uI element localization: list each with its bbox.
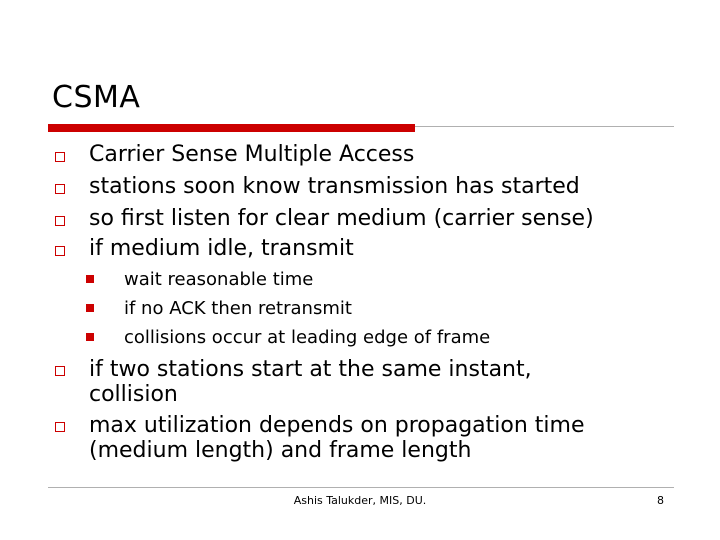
title-underline-rule — [415, 126, 674, 127]
bullet-item — [89, 172, 580, 202]
bullet-text: if medium idle, transmit — [89, 236, 354, 261]
bullet-text: so first listen for clear medium (carrier sense) — [89, 206, 594, 231]
hollow-square-bullet-icon — [55, 216, 65, 226]
sub-bullet-item — [124, 294, 352, 324]
bullet-item — [89, 413, 669, 463]
sub-bullet-text: collisions occur at leading edge of frame — [124, 327, 491, 348]
bullet-item — [89, 234, 354, 264]
hollow-square-bullet-icon — [55, 422, 65, 432]
hollow-square-bullet-icon — [55, 246, 65, 256]
hollow-square-bullet-icon — [55, 366, 65, 376]
bullet-text: stations soon know transmission has started — [89, 174, 580, 199]
title-underline-accent — [48, 124, 415, 132]
bullet-text: Carrier Sense Multiple Access — [89, 142, 415, 167]
filled-square-bullet-icon — [86, 275, 94, 283]
hollow-square-bullet-icon — [55, 152, 65, 162]
filled-square-bullet-icon — [86, 304, 94, 312]
bullet-text: max utilization depends on propagation time (medium length) and frame length — [89, 413, 585, 463]
page-number: 8 — [657, 494, 664, 507]
slide-title: CSMA — [52, 80, 141, 115]
bullet-text: if two stations start at the same instant, collision — [89, 357, 532, 407]
sub-bullet-item — [124, 323, 490, 353]
sub-bullet-text: wait reasonable time — [124, 269, 314, 290]
footer-rule — [48, 487, 674, 488]
bullet-item — [89, 357, 609, 407]
hollow-square-bullet-icon — [55, 184, 65, 194]
sub-bullet-text: if no ACK then retransmit — [124, 298, 352, 319]
bullet-item — [89, 204, 594, 234]
footer-text: Ashis Talukder, MIS, DU. — [293, 494, 427, 507]
bullet-item — [89, 140, 414, 170]
filled-square-bullet-icon — [86, 333, 94, 341]
sub-bullet-item — [124, 265, 313, 295]
